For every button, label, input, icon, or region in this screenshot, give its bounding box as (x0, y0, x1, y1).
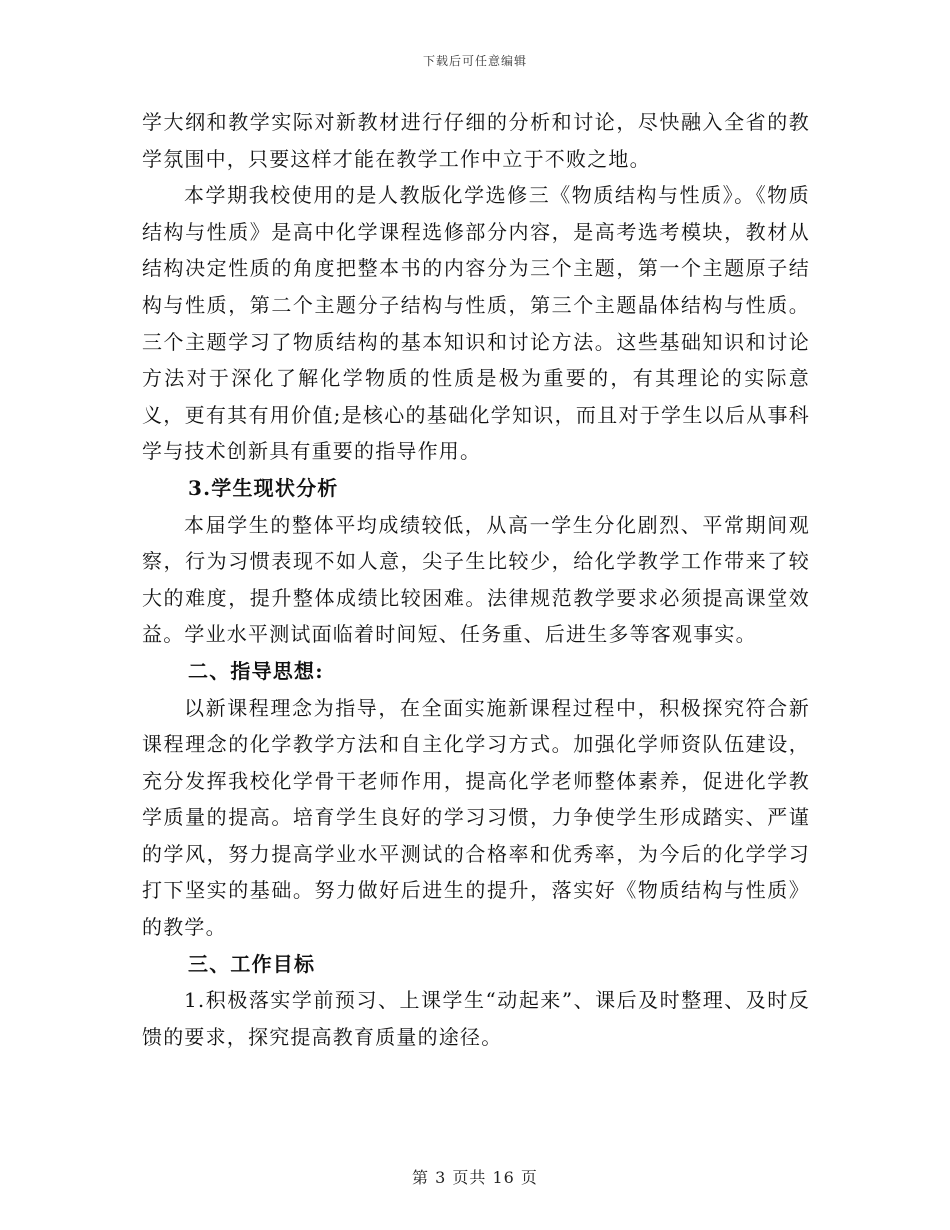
document-body (142, 104, 810, 1055)
paragraph-work-goal-1: 1.积极落实学前预习、上课学生“动起来”、课后及时整理、及时反馈的要求，探究提高教育质量的途径。 (142, 988, 810, 1049)
heading-student-analysis: 3.学生现状分析 (188, 475, 339, 500)
heading-guiding-ideology: 二、指导思想: (188, 658, 324, 683)
paragraph-textbook: 本学期我校使用的是人教版化学选修三《物质结构与性质》。《物质结构与性质》是高中化学课程选修部分内容，是高考选考模块，教材从结构决定性质的角度把整本书的内容分为三个主题，第一个主题原子结构与性质，第二个主题分子结构与性质，第三个主题晶体结构与性质。三个主题学习了物质结构的基本知识和讨论方法。这些基础知识和讨论方法对于深化了解化学物质的性质是极为重要的，有其理论的实际意义，更有其有用价值;是核心的基础化学知识，而且对于学生以后从事科学与技术创新具有重要的指导作用。 (142, 183, 810, 464)
page-header: 下载后可任意编辑 (422, 54, 527, 68)
paragraph-continued: 学大纲和教学实际对新教材进行仔细的分析和讨论，尽快融入全省的教学氛围中，只要这样才能在教学工作中立于不败之地。 (142, 110, 810, 171)
heading-work-goals: 三、工作目标 (188, 951, 316, 976)
paragraph-student-analysis: 本届学生的整体平均成绩较低，从高一学生分化剧烈、平常期间观察，行为习惯表现不如人意，尖子生比较少，给化学教学工作带来了较大的难度，提升整体成绩比较困难。法律规范教学要求必须提高课堂效益。学业水平测试面临着时间短、任务重、后进生多等客观事实。 (142, 512, 810, 647)
page-footer: 第 3 页共 16 页 (412, 1168, 538, 1187)
paragraph-guiding-ideology: 以新课程理念为指导，在全面实施新课程过程中，积极探究符合新课程理念的化学教学方法和自主化学习方式。加强化学师资队伍建设，充分发挥我校化学骨干老师作用，提高化学老师整体素养，促进化学教学质量的提高。培育学生良好的学习习惯，力争使学生形成踏实、严谨的学风，努力提高学业水平测试的合格率和优秀率，为今后的化学学习打下坚实的基础。努力做好后进生的提升，落实好《物质结构与性质》的教学。 (142, 695, 810, 940)
